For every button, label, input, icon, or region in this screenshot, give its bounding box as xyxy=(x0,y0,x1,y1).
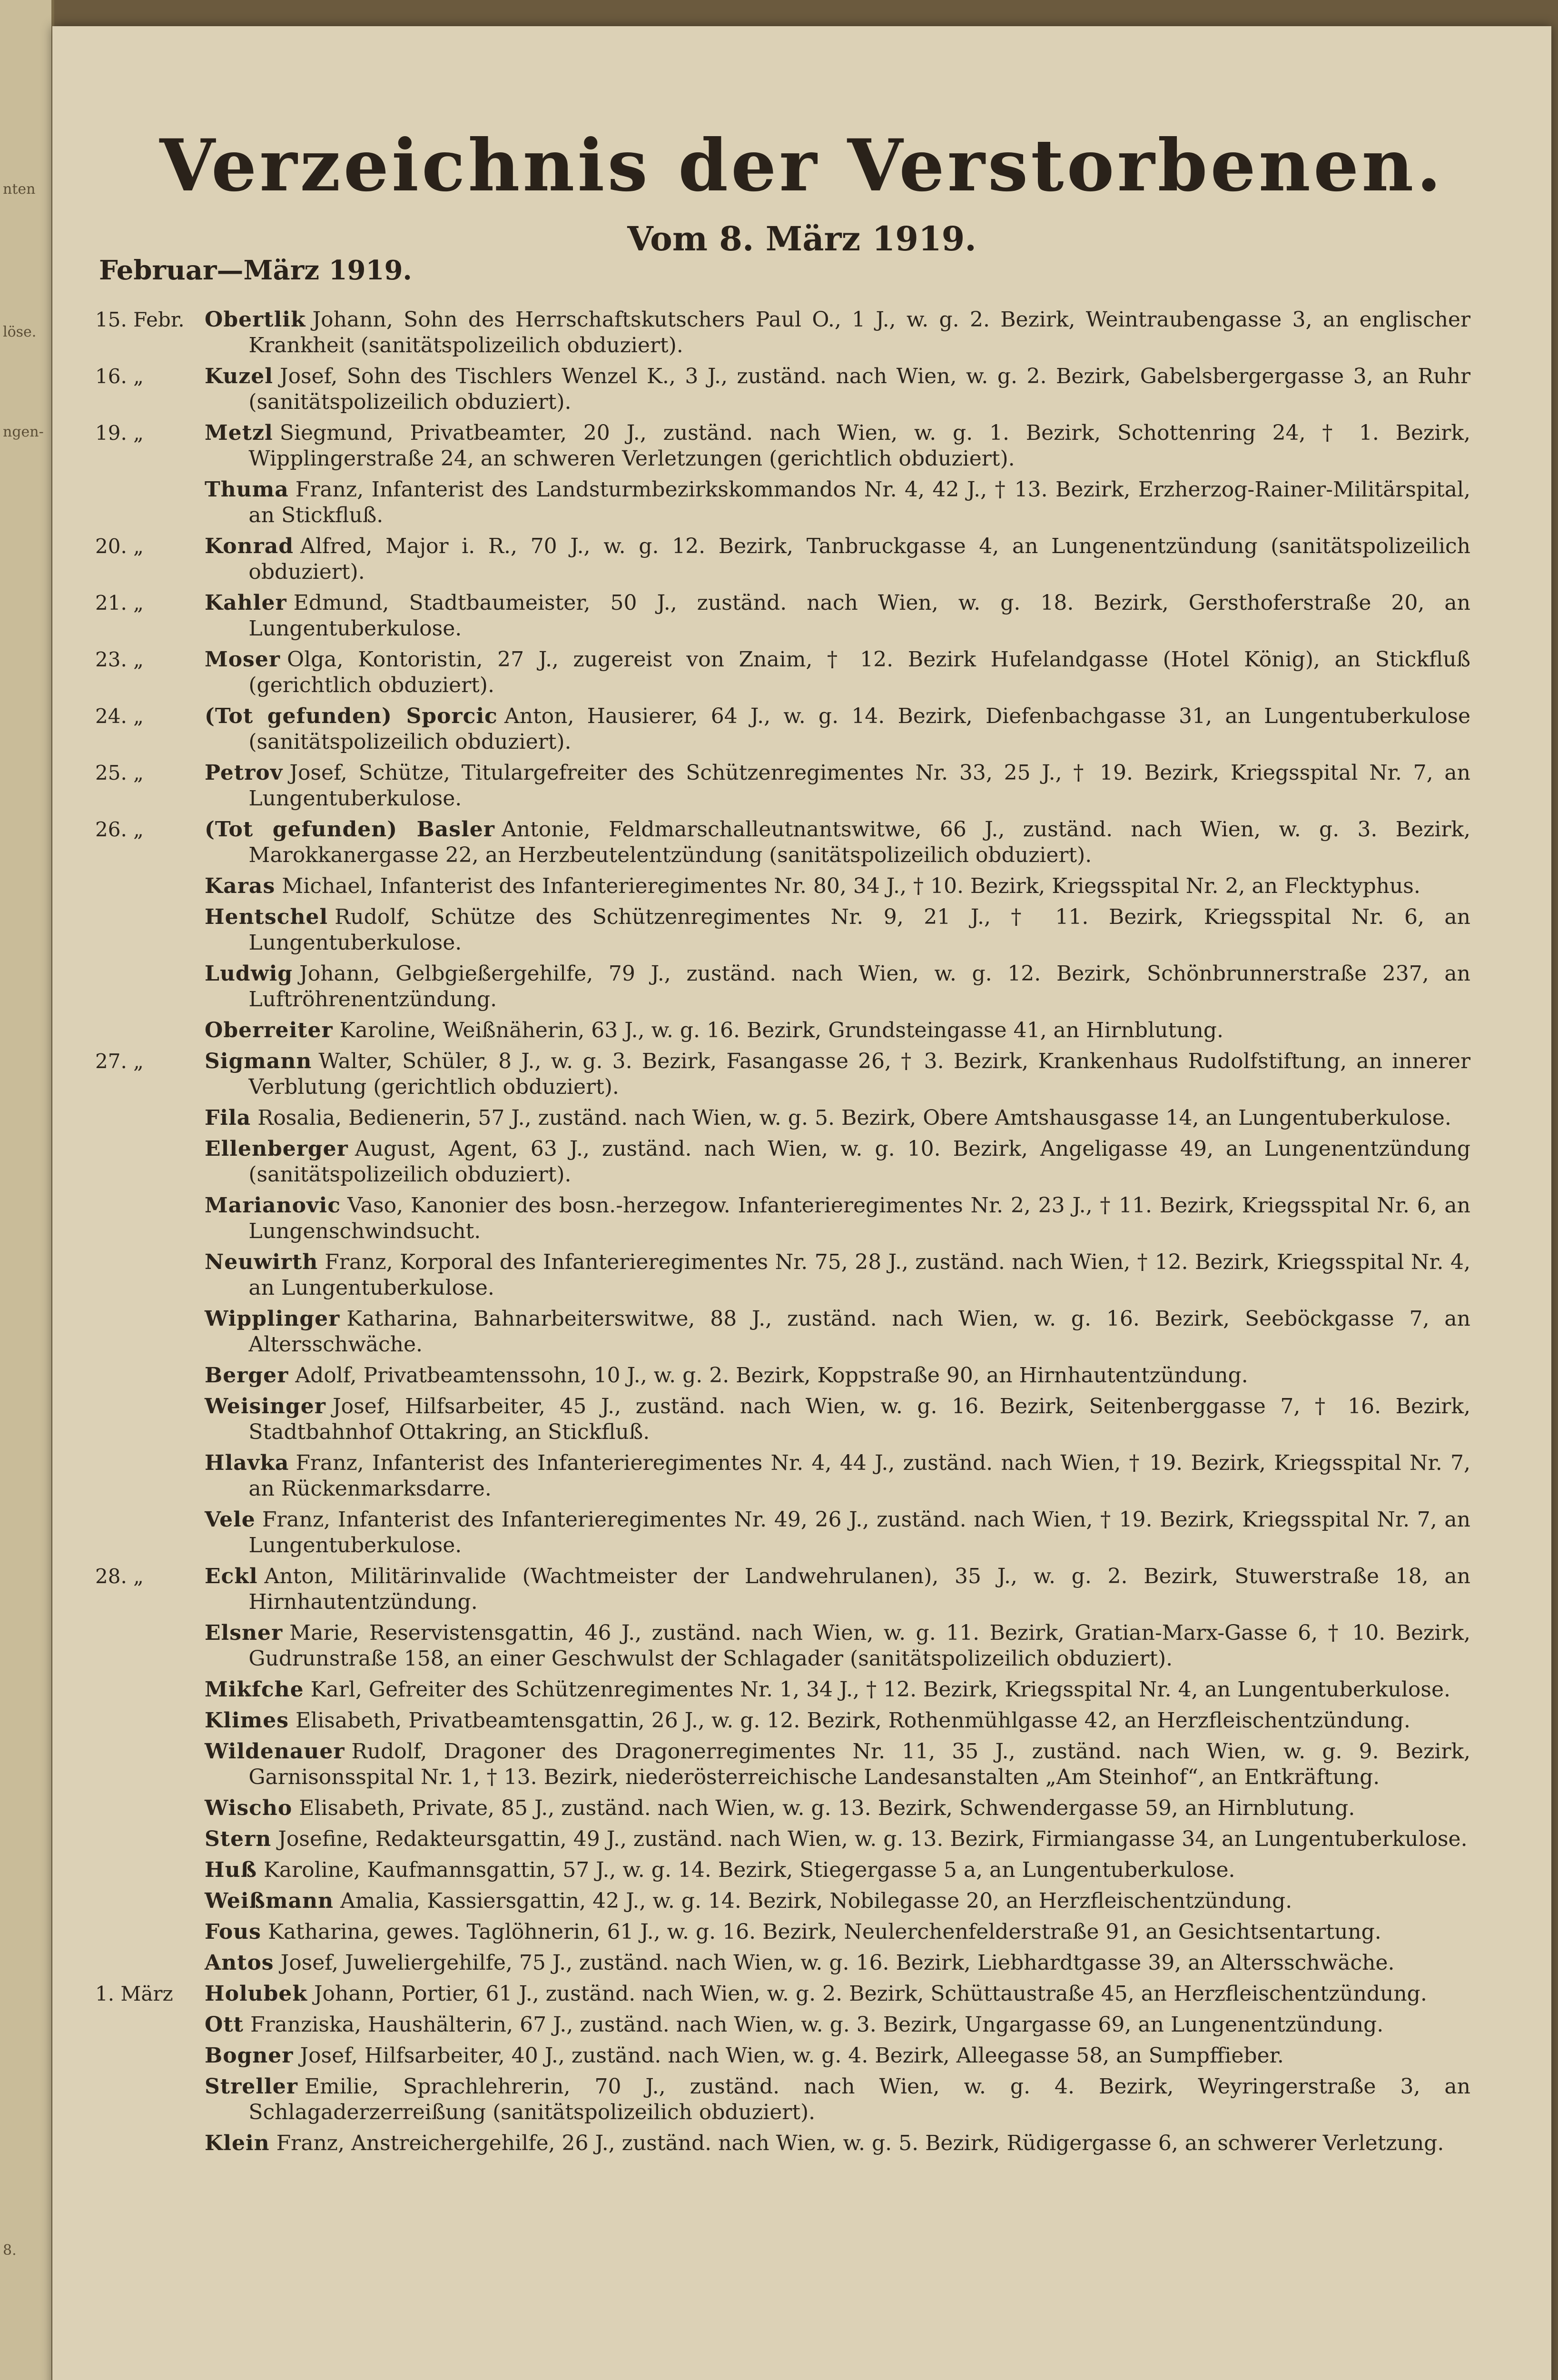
list-item xyxy=(90,2012,1470,2038)
entry-details: Franz, Infanterist des Landsturmbezirkskommandos Nr. 4, 42 J., † 13. Bezirk, Erzherzog-Rainer-Militärspital, an Stickfluß. xyxy=(248,477,1470,527)
entry-details: Michael, Infanterist des Infanterieregimentes Nr. 80, 34 J., † 10. Bezirk, Kriegsspital Nr. 2, an Flecktyphus. xyxy=(282,874,1420,898)
list-item xyxy=(90,2043,1470,2069)
entry-text xyxy=(205,1826,1470,1852)
entry-surname: Fous xyxy=(205,1920,261,1944)
entry-surname: Klein xyxy=(205,2131,270,2155)
entry-surname: Vele xyxy=(205,1507,256,1532)
entry-details: Marie, Reservistensgattin, 46 J., zuständ. nach Wien, w. g. 11. Bezirk, Gratian-Marx-Gasse 6, † 10. Bezirk, Gudrunstraße 158, an einer Geschwulst der Schlagader (sanitätspolizeilich obduziert). xyxy=(248,1621,1470,1671)
entry-date: 19. „ xyxy=(95,421,144,445)
margin-fragment: ngen- xyxy=(3,424,44,440)
entry-date xyxy=(90,1105,205,1131)
entry-details: Rudolf, Schütze des Schützenregimentes Nr. 9, 21 J., † 11. Bezirk, Kriegsspital Nr. 6, an Lungentuberkulose. xyxy=(248,905,1470,955)
entry-details: Anton, Militärinvalide (Wachtmeister der Landwehrulanen), 35 J., w. g. 2. Bezirk, Stuwerstraße 18, an Hirnhautentzündung. xyxy=(248,1564,1470,1614)
entry-details: Josef, Hilfsarbeiter, 45 J., zuständ. nach Wien, w. g. 16. Bezirk, Seitenberggasse 7, † 16. Bezirk, Stadtbahnhof Ottakring, an Stickfluß. xyxy=(248,1394,1470,1444)
entry-date xyxy=(90,1888,205,1914)
entry-details: Alfred, Major i. R., 70 J., w. g. 12. Bezirk, Tanbruckgasse 4, an Lungenentzündung (sanitätspolizeilich obduziert). xyxy=(248,534,1470,584)
margin-fragment: 8. xyxy=(3,2242,17,2259)
entry-surname: Huß xyxy=(205,1858,257,1882)
list-item xyxy=(90,1363,1470,1388)
entry-surname: Elsner xyxy=(205,1621,283,1645)
entry-text xyxy=(205,704,1470,755)
entry-details: Adolf, Privatbeamtenssohn, 10 J., w. g. 2. Bezirk, Koppstraße 90, an Hirnhautentzündung. xyxy=(295,1363,1248,1388)
entry-text xyxy=(205,1193,1470,1244)
entry-date xyxy=(90,961,205,1012)
entry-text xyxy=(205,1049,1470,1100)
entry-details: Siegmund, Privatbeamter, 20 J., zuständ. nach Wien, w. g. 1. Bezirk, Schottenring 24, † 1. Bezirk, Wipplingerstraße 24, an schweren Verletzungen (gerichtlich obduziert). xyxy=(248,421,1470,471)
entry-surname: (Tot gefunden) Sporcic xyxy=(205,704,498,728)
list-item xyxy=(90,1250,1470,1301)
entry-details: Vaso, Kanonier des bosn.-herzegow. Infanterieregimentes Nr. 2, 23 J., † 11. Bezirk, Kriegsspital Nr. 6, an Lungenschwindsucht. xyxy=(248,1193,1470,1243)
entry-text xyxy=(205,1564,1470,1615)
list-item xyxy=(90,961,1470,1012)
entry-surname: Oberreiter xyxy=(205,1018,333,1042)
entry-surname: Antos xyxy=(205,1951,274,1975)
entry-surname: Kahler xyxy=(205,591,287,615)
entry-text xyxy=(205,760,1470,812)
entry-text xyxy=(205,1708,1470,1734)
entry-text xyxy=(205,307,1470,358)
entry-text xyxy=(205,1394,1470,1445)
margin-fragment: nten xyxy=(3,181,36,198)
entry-details: August, Agent, 63 J., zuständ. nach Wien, w. g. 10. Bezirk, Angeligasse 49, an Lungenentzündung (sanitätspolizeilich obduziert). xyxy=(248,1137,1470,1187)
entry-surname: Weißmann xyxy=(205,1889,334,1913)
entry-details: Anton, Hausierer, 64 J., w. g. 14. Bezirk, Diefenbachgasse 31, an Lungentuberkulose (sanitätspolizeilich obduziert). xyxy=(248,704,1470,754)
entry-text xyxy=(205,534,1470,585)
entry-date xyxy=(90,1950,205,1976)
entry-surname: Sigmann xyxy=(205,1049,312,1073)
entry-text xyxy=(205,2043,1470,2069)
entry-surname: Holubek xyxy=(205,1982,307,2006)
entry-surname: Klimes xyxy=(205,1708,289,1733)
entry-text xyxy=(205,904,1470,956)
issue-date: Vom 8. März 1919. xyxy=(627,219,976,258)
list-item xyxy=(90,1919,1470,1945)
entry-text xyxy=(205,1857,1470,1883)
entry-details: Josef, Sohn des Tischlers Wenzel K., 3 J., zuständ. nach Wien, w. g. 2. Bezirk, Gabelsbergergasse 3, an Ruhr (sanitätspolizeilich obduziert). xyxy=(248,364,1470,414)
list-item xyxy=(90,1394,1470,1445)
entry-surname: Fila xyxy=(205,1106,251,1130)
entry-text xyxy=(205,1306,1470,1358)
list-item xyxy=(90,1857,1470,1883)
entry-details: Antonie, Feldmarschalleutnantswitwe, 66 J., zuständ. nach Wien, w. g. 3. Bezirk, Marokkanergasse 22, an Herzbeutelentzündung (sanitätspolizeilich obduziert). xyxy=(248,817,1470,867)
entry-text xyxy=(205,2074,1470,2125)
entry-date xyxy=(90,1394,205,1445)
list-item xyxy=(90,477,1470,528)
entry-details: Franz, Anstreichergehilfe, 26 J., zuständ. nach Wien, w. g. 5. Bezirk, Rüdigergasse 6, an schwerer Verletzung. xyxy=(276,2131,1444,2155)
entry-details: Katharina, gewes. Taglöhnerin, 61 J., w. g. 16. Bezirk, Neulerchenfelderstraße 91, an Gesichtsentartung. xyxy=(267,1920,1381,1944)
entry-text xyxy=(205,647,1470,698)
page-title: Verzeichnis der Verstorbenen. xyxy=(159,124,1444,208)
entry-date: 27. „ xyxy=(95,1050,144,1073)
entry-surname: Mikfche xyxy=(205,1677,304,1702)
previous-page-edge xyxy=(0,0,54,2380)
entry-date xyxy=(90,873,205,899)
entry-details: Elisabeth, Private, 85 J., zuständ. nach Wien, w. g. 13. Bezirk, Schwendergasse 59, an Hirnblutung. xyxy=(299,1796,1355,1820)
entry-surname: Weisinger xyxy=(205,1394,326,1418)
entry-text xyxy=(205,1739,1470,1790)
list-item xyxy=(90,534,1470,585)
list-item xyxy=(90,1708,1470,1734)
entry-text xyxy=(205,1919,1470,1945)
entry-date xyxy=(90,1250,205,1301)
entry-surname: Stern xyxy=(205,1827,272,1851)
entry-surname: Karas xyxy=(205,874,276,898)
entry-date xyxy=(90,1795,205,1821)
entry-details: Amalia, Kassiersgattin, 42 J., w. g. 14. Bezirk, Nobilegasse 20, an Herzfleischentzündung. xyxy=(340,1889,1292,1913)
entry-text xyxy=(205,2012,1470,2038)
entry-date xyxy=(90,1919,205,1945)
entry-date xyxy=(90,477,205,528)
entry-date: 16. „ xyxy=(95,365,144,388)
entry-surname: Konrad xyxy=(205,534,294,558)
entry-surname: Petrov xyxy=(205,761,283,785)
entry-surname: Wischo xyxy=(205,1796,293,1820)
entry-text xyxy=(205,1795,1470,1821)
entry-surname: (Tot gefunden) Basler xyxy=(205,817,495,842)
entry-details: Karoline, Weißnäherin, 63 J., w. g. 16. Bezirk, Grundsteingasse 41, an Hirnblutung. xyxy=(339,1018,1223,1042)
entry-details: Johann, Gelbgießergehilfe, 79 J., zuständ. nach Wien, w. g. 12. Bezirk, Schönbrunnerstraße 237, an Luftröhrenentzündung. xyxy=(248,962,1470,1012)
list-item xyxy=(90,590,1470,642)
entry-date xyxy=(90,1450,205,1502)
entry-date xyxy=(90,1136,205,1188)
entry-surname: Ellenberger xyxy=(205,1137,348,1161)
entry-date: 26. „ xyxy=(95,818,144,841)
entry-date: 24. „ xyxy=(95,704,144,728)
entry-text xyxy=(205,1105,1470,1131)
list-item xyxy=(90,904,1470,956)
list-item xyxy=(90,1826,1470,1852)
entry-surname: Obertlik xyxy=(205,307,306,332)
entry-surname: Hlavka xyxy=(205,1451,289,1475)
entry-date xyxy=(90,1708,205,1734)
list-item xyxy=(90,420,1470,472)
list-item xyxy=(90,1450,1470,1502)
list-item xyxy=(90,1193,1470,1244)
entry-date: 20. „ xyxy=(95,535,144,558)
entry-text xyxy=(205,1250,1470,1301)
entry-details: Olga, Kontoristin, 27 J., zugereist von Znaim, † 12. Bezirk Hufelandgasse (Hotel König), an Stickfluß (gerichtlich obduziert). xyxy=(248,647,1470,697)
list-item xyxy=(90,1888,1470,1914)
entry-date xyxy=(90,2012,205,2038)
list-item xyxy=(90,1049,1470,1100)
entry-date: 15. Febr. xyxy=(95,308,185,331)
entry-details: Karoline, Kaufmannsgattin, 57 J., w. g. 14. Bezirk, Stiegergasse 5 a, an Lungentuberkulose. xyxy=(264,1858,1235,1882)
entry-text xyxy=(205,1620,1470,1672)
entry-text xyxy=(205,1363,1470,1388)
entry-date xyxy=(90,1018,205,1043)
list-item xyxy=(90,1620,1470,1672)
entry-details: Edmund, Stadtbaumeister, 50 J., zuständ. nach Wien, w. g. 18. Bezirk, Gersthoferstraße 20, an Lungentuberkulose. xyxy=(248,591,1470,641)
entry-details: Josef, Schütze, Titulargefreiter des Schützenregimentes Nr. 33, 25 J., † 19. Bezirk, Kriegsspital Nr. 7, an Lungentuberkulose. xyxy=(248,761,1470,811)
entry-date xyxy=(90,1507,205,1558)
entry-details: Josefine, Redakteursgattin, 49 J., zuständ. nach Wien, w. g. 13. Bezirk, Firmiangasse 34, an Lungentuberkulose. xyxy=(278,1827,1468,1851)
entry-details: Emilie, Sprachlehrerin, 70 J., zuständ. nach Wien, w. g. 4. Bezirk, Weyringerstraße 3, an Schlagaderzerreißung (sanitätspolizeilich obduziert). xyxy=(248,2074,1470,2124)
entry-date xyxy=(90,2131,205,2156)
list-item xyxy=(90,704,1470,755)
entry-surname: Thuma xyxy=(205,477,289,502)
entry-details: Franz, Infanterist des Infanterieregimentes Nr. 4, 44 J., zuständ. nach Wien, † 19. Bezirk, Kriegsspital Nr. 7, an Rückenmarksdarre. xyxy=(248,1451,1470,1501)
entry-date xyxy=(90,1363,205,1388)
list-item xyxy=(90,1739,1470,1790)
entry-surname: Metzl xyxy=(205,421,273,445)
entry-text xyxy=(205,1450,1470,1502)
list-item xyxy=(90,1136,1470,1188)
entry-date: 25. „ xyxy=(95,761,144,784)
entry-date: 23. „ xyxy=(95,648,144,671)
entry-date: 21. „ xyxy=(95,591,144,615)
list-item xyxy=(90,1981,1470,2007)
entry-text xyxy=(205,1950,1470,1976)
entry-surname: Hentschel xyxy=(205,905,328,929)
entry-text xyxy=(205,961,1470,1012)
list-item xyxy=(90,817,1470,868)
entry-surname: Ludwig xyxy=(205,962,293,986)
entry-text xyxy=(205,873,1470,899)
entry-text xyxy=(205,1507,1470,1558)
entry-surname: Moser xyxy=(205,647,280,672)
entry-text xyxy=(205,1981,1470,2007)
list-item xyxy=(90,1306,1470,1358)
entry-details: Franziska, Haushälterin, 67 J., zuständ. nach Wien, w. g. 3. Bezirk, Ungargasse 69, an Lungenentzündung. xyxy=(250,2013,1384,2037)
entry-surname: Wipplinger xyxy=(205,1307,340,1331)
entry-date xyxy=(90,1193,205,1244)
period-heading: Februar—März 1919. xyxy=(99,255,412,286)
entry-surname: Berger xyxy=(205,1363,289,1388)
entry-details: Johann, Portier, 61 J., zuständ. nach Wien, w. g. 2. Bezirk, Schüttaustraße 45, an Herzfleischentzündung. xyxy=(314,1982,1427,2006)
entry-text xyxy=(205,420,1470,472)
entry-date xyxy=(90,1677,205,1703)
entry-surname: Neuwirth xyxy=(205,1250,318,1274)
entry-text xyxy=(205,477,1470,528)
entry-text xyxy=(205,590,1470,642)
entry-surname: Ott xyxy=(205,2013,244,2037)
entry-details: Johann, Sohn des Herrschaftskutschers Paul O., 1 J., w. g. 2. Bezirk, Weintraubengasse 3, an englischer Krankheit (sanitätspolizeilich obduziert). xyxy=(248,307,1470,357)
entry-surname: Wildenauer xyxy=(205,1739,345,1764)
entry-text xyxy=(205,1888,1470,1914)
list-item xyxy=(90,1795,1470,1821)
entry-date xyxy=(90,2043,205,2069)
entry-text xyxy=(205,1018,1470,1043)
list-item xyxy=(90,1105,1470,1131)
entry-surname: Marianovic xyxy=(205,1193,341,1218)
entry-details: Josef, Juweliergehilfe, 75 J., zuständ. nach Wien, w. g. 16. Bezirk, Liebhardtgasse 39, an Altersschwäche. xyxy=(280,1951,1395,1975)
list-item xyxy=(90,1507,1470,1558)
entry-text xyxy=(205,817,1470,868)
list-item xyxy=(90,1564,1470,1615)
entry-details: Karl, Gefreiter des Schützenregimentes Nr. 1, 34 J., † 12. Bezirk, Kriegsspital Nr. 4, an Lungentuberkulose. xyxy=(310,1677,1450,1702)
entry-date: 1. März xyxy=(95,1982,173,2005)
list-item xyxy=(90,760,1470,812)
entry-text xyxy=(205,2131,1470,2156)
entry-date: 28. „ xyxy=(95,1565,144,1588)
document-page xyxy=(52,26,1551,2380)
list-item xyxy=(90,1018,1470,1043)
death-register-list xyxy=(90,307,1470,2162)
entry-text xyxy=(205,1677,1470,1703)
entry-date xyxy=(90,904,205,956)
entry-surname: Bogner xyxy=(205,2043,294,2068)
entry-details: Franz, Korporal des Infanterieregimentes Nr. 75, 28 J., zuständ. nach Wien, † 12. Bezirk, Kriegsspital Nr. 4, an Lungentuberkulose. xyxy=(248,1250,1470,1300)
entry-details: Josef, Hilfsarbeiter, 40 J., zuständ. nach Wien, w. g. 4. Bezirk, Alleegasse 58, an Sumpffieber. xyxy=(300,2043,1284,2068)
entry-text xyxy=(205,364,1470,415)
list-item xyxy=(90,1677,1470,1703)
entry-date xyxy=(90,1857,205,1883)
list-item xyxy=(90,1950,1470,1976)
list-item xyxy=(90,647,1470,698)
entry-details: Franz, Infanterist des Infanterieregimentes Nr. 49, 26 J., zuständ. nach Wien, † 19. Bezirk, Kriegsspital Nr. 7, an Lungentuberkulose. xyxy=(248,1507,1470,1557)
entry-date xyxy=(90,2074,205,2125)
entry-date xyxy=(90,1620,205,1672)
list-item xyxy=(90,364,1470,415)
entry-surname: Eckl xyxy=(205,1564,258,1588)
entry-surname: Streller xyxy=(205,2074,298,2099)
margin-fragment: löse. xyxy=(3,324,37,340)
entry-surname: Kuzel xyxy=(205,364,273,388)
list-item xyxy=(90,307,1470,358)
entry-details: Rosalia, Bedienerin, 57 J., zuständ. nach Wien, w. g. 5. Bezirk, Obere Amtshausgasse 14, an Lungentuberkulose. xyxy=(257,1106,1451,1130)
entry-details: Walter, Schüler, 8 J., w. g. 3. Bezirk, Fasangasse 26, † 3. Bezirk, Krankenhaus Rudolfstiftung, an innerer Verblutung (gerichtlich obduziert). xyxy=(248,1049,1470,1099)
entry-details: Katharina, Bahnarbeiterswitwe, 88 J., zuständ. nach Wien, w. g. 16. Bezirk, Seeböckgasse 7, an Altersschwäche. xyxy=(248,1307,1470,1357)
entry-date xyxy=(90,1826,205,1852)
list-item xyxy=(90,2074,1470,2125)
list-item xyxy=(90,2131,1470,2156)
entry-date xyxy=(90,1739,205,1790)
entry-date xyxy=(90,1306,205,1358)
list-item xyxy=(90,873,1470,899)
entry-details: Rudolf, Dragoner des Dragonerregimentes Nr. 11, 35 J., zuständ. nach Wien, w. g. 9. Bezirk, Garnisonsspital Nr. 1, † 13. Bezirk, niederösterreichische Landesanstalten „Am Steinhof“, an Entkräftung. xyxy=(248,1739,1470,1789)
entry-text xyxy=(205,1136,1470,1188)
entry-details: Elisabeth, Privatbeamtensgattin, 26 J., w. g. 12. Bezirk, Rothenmühlgasse 42, an Herzfleischentzündung. xyxy=(296,1708,1410,1733)
